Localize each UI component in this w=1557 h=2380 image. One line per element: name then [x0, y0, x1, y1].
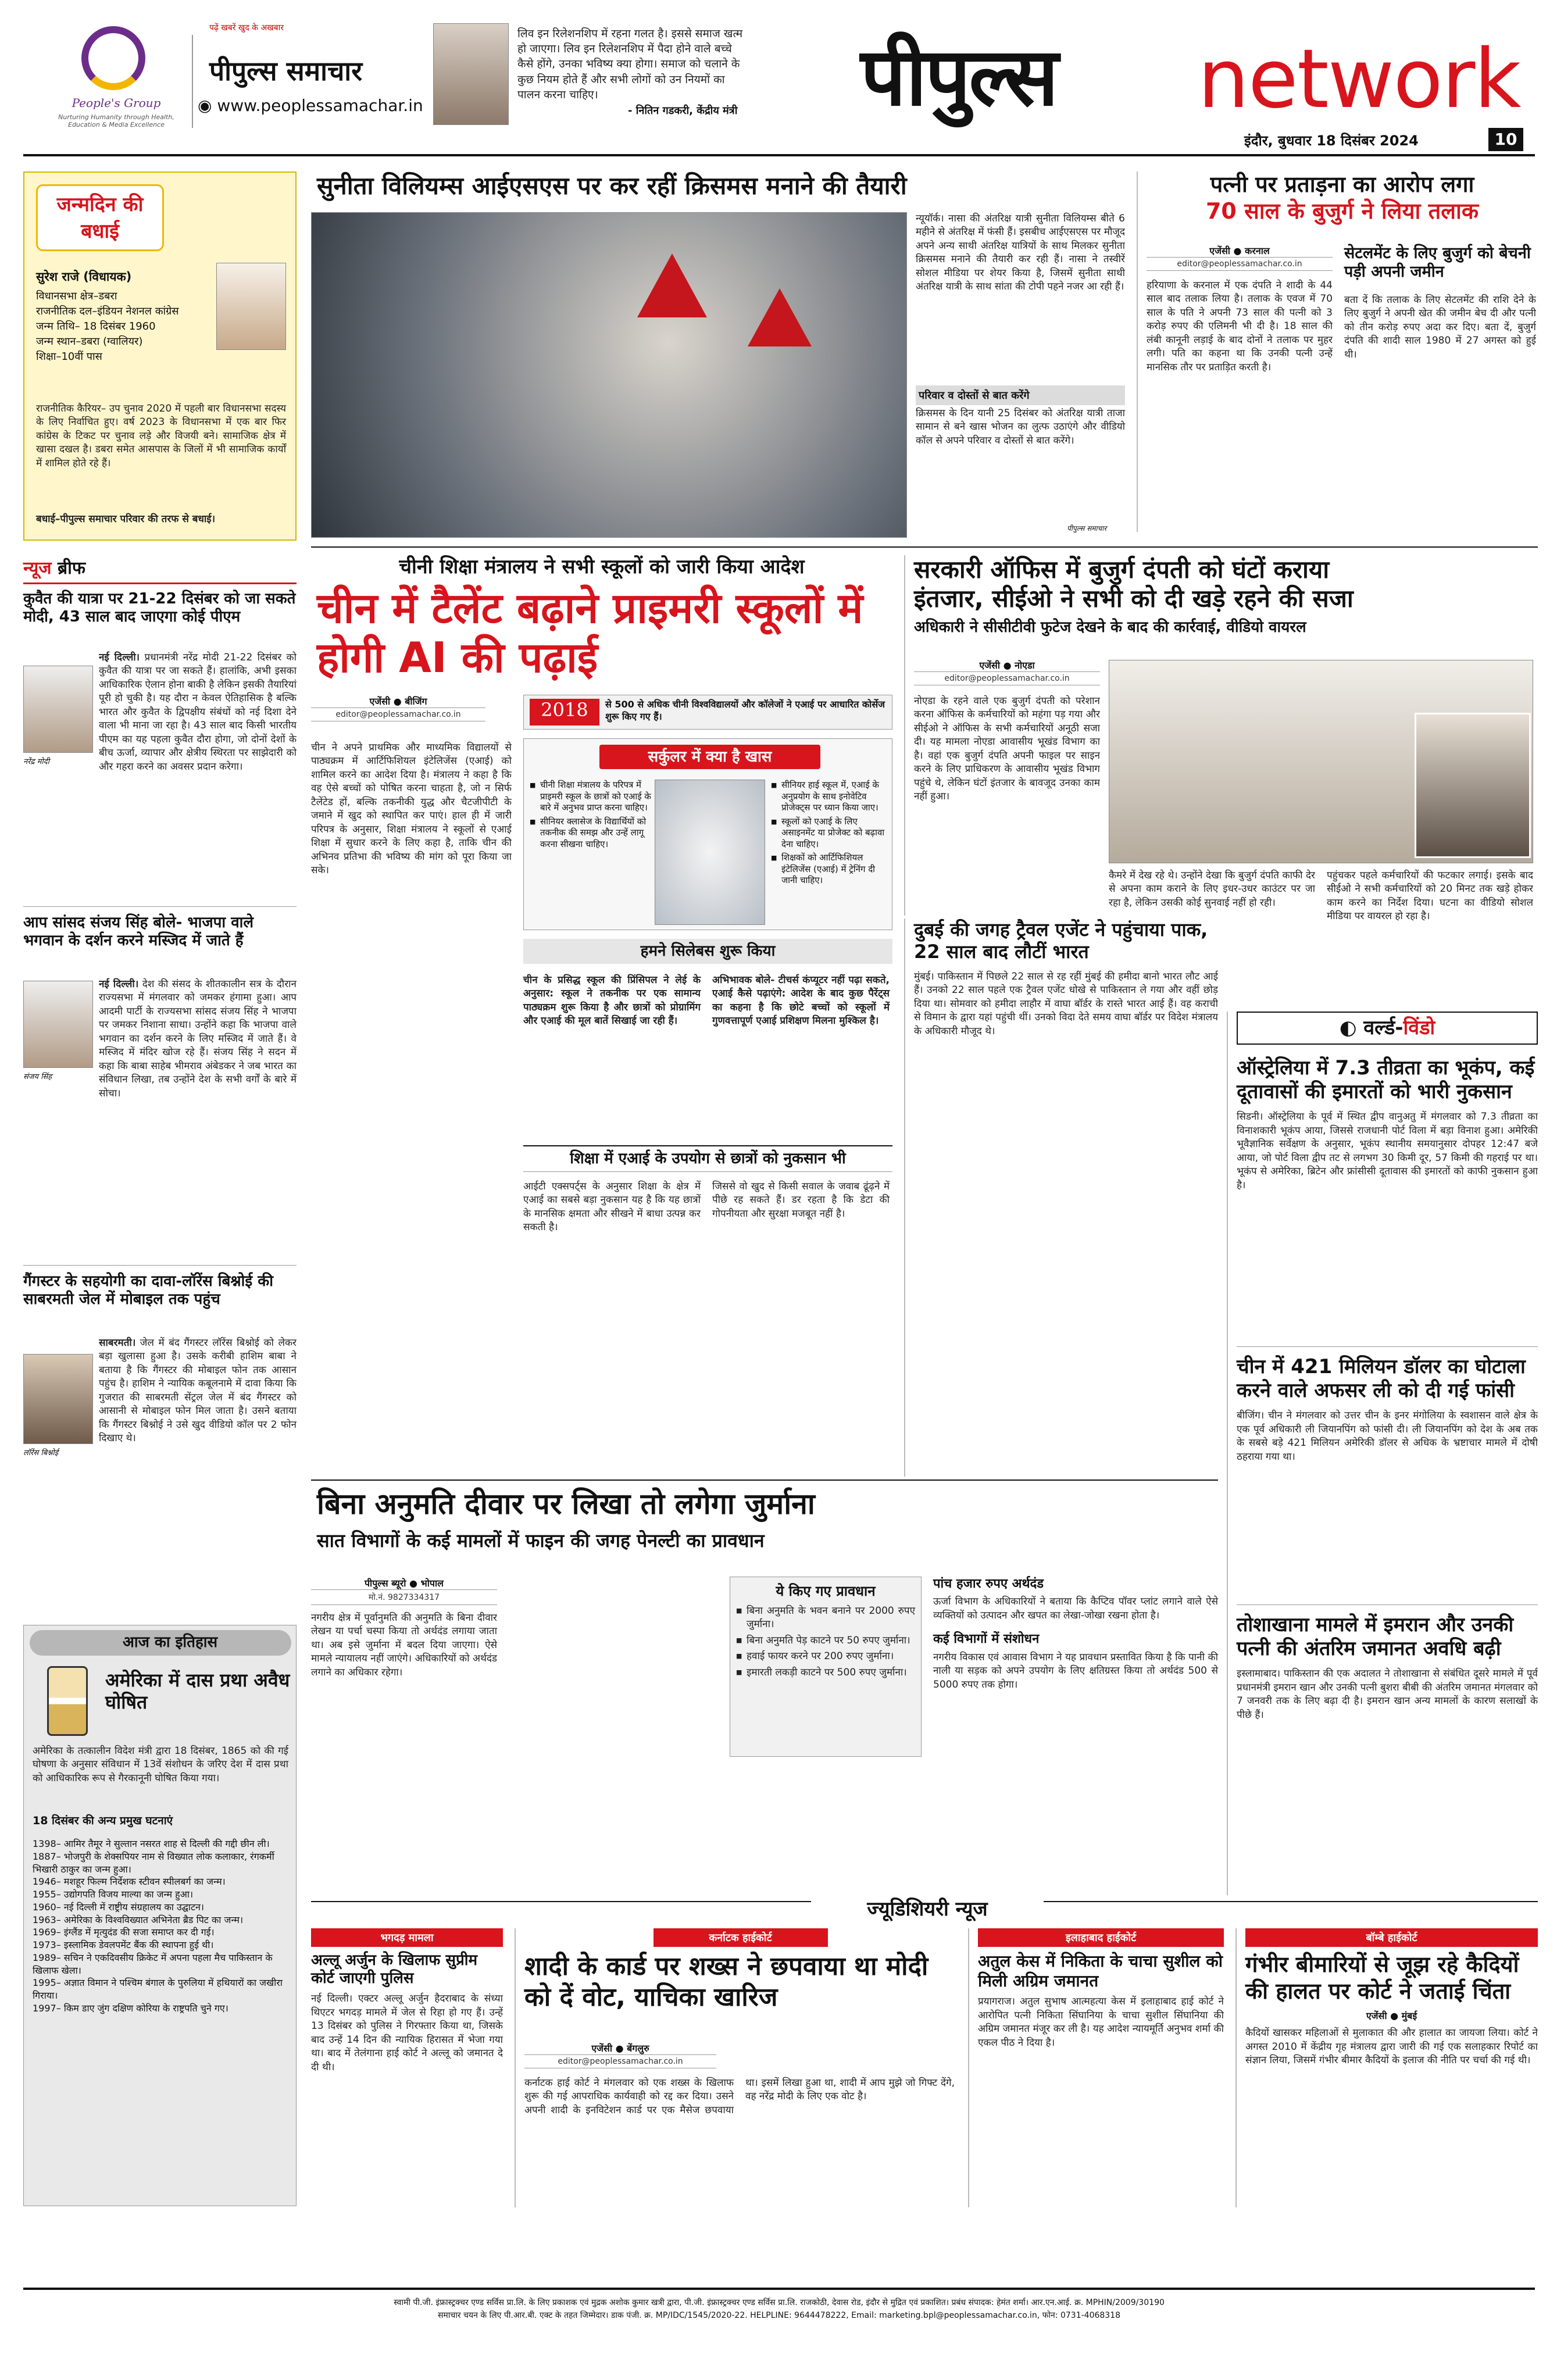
history-box [23, 1625, 297, 2206]
world-label [1237, 1012, 1538, 1045]
brief-body-text: जेल में बंद गैंगस्टर लॉरेंस बिश्नोई को लेकर बड़ा खुलासा हुआ है। उसके करीबी हाशिम बाबा ने बताया है कि गैंगस्टर की मोबाइल फोन तक आसान पहुंच है। हाशिम ने न्यायिक कबूलनामे में दावा किया कि गुजरात की साबरमती सेंट्रल जेल में बंद गैंगस्टर को आसानी से मोबाइल फोन मिल जाता है। उसने बताया कि गैंगस्टर बिश्नोई ने उसे खुद वीडियो कॉल पर 2 फोन दिखाए थे। [99, 1337, 297, 1445]
china-kicker: चीनी शिक्षा मंत्रालय ने सभी स्कूलों को जारी किया आदेश [399, 555, 805, 578]
birthday-wish: बधाई–पीपुल्स समाचार परिवार की तरफ से बधाई। [36, 513, 216, 525]
gadkari-photo [433, 23, 509, 125]
world-window [1227, 1012, 1538, 1895]
history-title: अमेरिका में दास प्रथा अवैध घोषित [105, 1669, 290, 1714]
circular-title: सर्कुलर में क्या है खास [599, 745, 820, 769]
ceo-inset-photo [1415, 713, 1531, 858]
brief-title: आप सांसद संजय सिंह बोले- भाजपा वाले भगवान के दर्शन करने मस्जिद में जाते हैं [23, 914, 254, 950]
section-rule [311, 546, 1538, 548]
brief-body [99, 1336, 297, 1610]
provision-item: ■ बिना अनुमति के भवन बनाने पर 2000 रुपए जुर्माना। [736, 1604, 915, 1632]
divorce-sub-body: बता दें कि तलाक के लिए सेटलमेंट की राशि देने के लिए बुजुर्ग ने अपनी खेत की जमीन बेच दी और पत्नी को तीन करोड़ रुपए अदा कर दिए। बता दें, बुजुर्ग दंपति की शादी साल 1980 में 27 अगस्त को हुई थी। [1344, 294, 1536, 360]
brief-place: साबरमती। [99, 1337, 136, 1349]
divorce-sub: सेटलमेंट के लिए बुजुर्ग को बेचनी पड़ी अपनी जमीन [1344, 244, 1531, 281]
space-credit: पीपुल्स समाचार [1067, 524, 1107, 533]
space-body: न्यूयॉर्क। नासा की अंतरिक्ष यात्री सुनीता विलियम्स बीते 6 महीने से अंतरिक्ष में फंसी हैं। इसबीच आईएसएस पर मौजूद अपने अन्य साथी अंतरिक्ष यात्रियों के साथ मिलकर सुनीता क्रिसमस मनाने की तैयारी कर रही हैं। नासा ने तस्वीरें सोशल मीडिया पर शेयर किया है, जिसमें सुनीता साथी अंतरिक्ष यात्री के साथ सांता की टोपी पहने नजर आ रही हैं। [916, 213, 1125, 293]
judiciary-body: प्रयागराज। अतुल सुभाष आत्महत्या केस में इलाहाबाद हाई कोर्ट ने आरोपित पत्नी निकिता सिंघानिया के चाचा सुशील सिंघानिया की अग्रिम जमानत मंजूर कर ली है। यह आदेश न्यायमूर्ति अनुभव शर्मा की एकल पीठ ने दिया है। [978, 1996, 1224, 2049]
space-story [311, 171, 1125, 538]
syllabus-right: अभिभावक बोले- टीचर्स कंप्यूटर नहीं पढ़ा सकते, एआई कैसे पढ़ाएंगे: आदेश के बाद कुछ पैरेंट्स का कहना है कि छोटे बच्चों को स्कूलों में गुणवत्तापूर्ण एआई प्रशिक्षण मिलना मुश्किल है। [712, 974, 890, 1027]
history-event: 1997– किम डाए जुंग दक्षिण कोरिया के राष्ट्रपति चुने गए। [33, 2002, 228, 2014]
globe-icon: ◐ [1339, 1016, 1364, 1039]
quote-author: - नितिन गडकरी, केंद्रीय मंत्री [628, 105, 738, 117]
byline-place: बीजिंग [405, 696, 427, 707]
birthday-photo [216, 263, 286, 350]
judiciary-title: अल्लू अर्जुन के खिलाफ सुप्रीम कोर्ट जाएगी पुलिस [311, 1952, 478, 1988]
world-item [1237, 1056, 1538, 1347]
quote-text: लिव इन रिलेशनशिप में रहना गलत है। इससे समाज खत्म हो जाएगा। लिव इन रिलेशनशिप में पैदा होने वाले बच्चे कैसे होंगे, उनका भविष्य क्या होगा। समाज को चलाने के कुछ नियम होते हैं और सभी लोगों को उन नियमों का पालन करना चाहिए। [517, 27, 743, 101]
dubai-story [904, 919, 1218, 1477]
byline-place: करनाल [1245, 245, 1270, 256]
history-label: आज का इतिहास [123, 1634, 218, 1651]
group-tagline: Nurturing Humanity through Health, Education & Media Excellence [58, 113, 174, 128]
byline-place: नोएडा [1015, 660, 1035, 671]
noida-story [904, 555, 1538, 923]
history-event: 1946– मशहूर फिल्म निर्देशक स्टीवन स्पीलबर्ग का जन्म। [33, 1876, 226, 1888]
brief-body-text: देश की संसद के शीतकालीन सत्र के दौरान राज्यसभा में मंगलवार को जमकर हंगामा हुआ। आप आदमी पार्टी के राज्यसभा सांसद संजय सिंह ने भाजपा पर जमकर निशाना साधा। उन्होंने कहा कि भाजपा वाले भगवान का दर्शन करने के लिए मस्जिद में जाते हैं। वे मस्जिद में मंदिर खोज रहे हैं। संजय सिंह ने सदन में कहा कि बाबा साहेब भीमराव अंबेडकर ने जब भारत का संविधान लिखा, तब उन्होंने देश के सभी वर्गों के बारे में सोचा। [99, 978, 297, 1099]
world-title: तोशाखाना मामले में इमरान और उनकी पत्नी की अंतरिम जमानत अवधि बढ़ी [1237, 1613, 1514, 1660]
world-body: बीजिंग। चीन ने मंगलवार को उत्तर चीन के इनर मंगोलिया के स्वशासन वाले क्षेत्र के एक पूर्व अधिकारी ली जियानपिंग को फांसी दी। ली जियानपिंग को देश के अब तक के सबसे बड़े 421 मिलियन अमेरिकी डॉलर से अधिक के भ्रष्टाचार मामले में दोषी ठहराया गया था। [1237, 1410, 1538, 1463]
circular-list-right [771, 780, 887, 889]
peoples-group-logo [81, 26, 145, 90]
divorce-body: हरियाणा के करनाल में एक दंपति ने शादी के 44 साल बाद तलाक लिया है। तलाक के एवज में 70 साल के पति ने अपनी 73 साल की पत्नी को 3 करोड़ रुपए की एलिमनी भी दी है। 18 साल की लंबी कानूनी लड़ाई के बाद दोनों ने तलाक पर मुहर लगी। पति का कहना था कि उनकी पत्नी उन्हें मानसिक तौर पर प्रताड़ित करती है। [1147, 280, 1333, 373]
space-headline: सुनीता विलियम्स आईएसएस पर कर रहीं क्रिसमस मनाने की तैयारी [317, 171, 907, 200]
history-event: 1973– इस्लामिक डेवलपमेंट बैंक की स्थापना हुई थी। [33, 1939, 214, 1950]
world-label-2: विंडो [1403, 1016, 1435, 1039]
santa-hat-icon [748, 288, 812, 346]
judiciary-body: नई दिल्ली। एक्टर अल्लू अर्जुन हैदराबाद के संध्या थिएटर भगदड़ मामले में जेल से रिहा हो गए हैं। उन्हें 13 दिसंबर को पुलिस ने गिरफ्तार किया था, जिसके बाद उन्हें 14 दिन की न्यायिक हिरासत में भेजा गया था। बाद में तेलंगाना हाई कोर्ट ने अल्लू को जमानत दे दी थी। [311, 1993, 503, 2073]
fact-year: 2018 [530, 699, 599, 726]
circular-item: ■ सीनियर क्लासेज के विद्यार्थियों को तकनीक की समझ और उन्हें लागू करना सीखना चाहिए। [530, 816, 652, 850]
provision-item: ■ हवाई फायर करने पर 200 रुपए जुर्माना। [736, 1650, 915, 1663]
history-body: अमेरिका के तत्कालीन विदेश मंत्री द्वारा 18 दिसंबर, 1865 को की गई घोषणा के अनुसार संविधान में 13वें संशोधन के जरिए देश में दास प्रथा को आधिकारिक रूप से गैरकानूनी घोषित किया गया। [33, 1745, 288, 1784]
judiciary-label: ज्यूडिशियरी न्यूज [811, 1897, 1044, 1921]
byline-email[interactable]: editor@peoplessamachar.co.in [311, 707, 485, 721]
judiciary-tag: कर्नाटक हाईकोर्ट [653, 1928, 828, 1947]
world-body: इस्लामाबाद। पाकिस्तान की एक अदालत ने तोशाखाना से संबंधित दूसरे मामले में पूर्व प्रधानमंत्री इमरान खान और उनकी पत्नी बुशरा बीबी की अंतरिम जमानत मंगलवार को 7 जनवरी तक के लिए बढ़ा दी है। इमरान खान अन्य मामलों के कारण सलाखों के पीछे हैं। [1237, 1668, 1538, 1721]
history-event: 1995– अज्ञात विमान ने पश्चिम बंगाल के पुरुलिया में हथियारों का जखीरा गिराया। [33, 1977, 283, 2001]
hourglass-icon [47, 1666, 88, 1736]
byline-email[interactable]: editor@peoplessamachar.co.in [1147, 257, 1333, 271]
byline-place: भोपाल [420, 1578, 444, 1589]
brief-rule [23, 583, 297, 584]
noida-kicker: अधिकारी ने सीसीटीवी फुटेज देखने के बाद की कार्रवाई, वीडियो वायरल [914, 618, 1306, 636]
fine-body: नगरीय क्षेत्र में पूर्वानुमति की अनुमति के बिना दीवार लेखन या पर्चा चस्पा किया तो अर्थदंड लगाया जाता था। अब इसे जुर्माना में बदल दिया जाएगा। ऐसे मामले न्यायालय नहीं जाएंगे। अधिकारियों को अर्थदंड लगाने का अधिकार रहेगा। [311, 1612, 497, 1678]
divorce-headline-1: पत्नी पर प्रताड़ना का आरोप लगा [1210, 171, 1474, 197]
brief-body-text: प्रधानमंत्री नरेंद्र मोदी 21-22 दिसंबर को कुवैत की यात्रा पर जा सकते हैं। हालांकि, अभी इसका आधिकारिक ऐलान होना बाकी है लेकिन इसकी तैयारियां पूरी हो चुकी है। यह दौरा न केवल ऐतिहासिक है बल्कि भारत और कुवैत के द्विपक्षीय संबंधों को नई दिशा देने वाला भी माना जा रहा है। 43 साल बाद किसी भारतीय पीएम का यह पहला कुवैत दौरा होगा, जो दोनों देशों के बीच ऊर्जा, व्यापार और क्षेत्रीय स्थिरता पर साझेदारी को और गहरा करने का अवसर प्रदान करेगा। [99, 652, 297, 773]
birthday-name: सुरेश राजे (विधायक) [36, 270, 132, 284]
byline-phone: मो.नं. 9827334317 [311, 1589, 497, 1605]
judiciary-tag: बॉम्बे हाईकोर्ट [1245, 1928, 1538, 1947]
circular-item: ■ स्कूलों को एआई के लिए असाइनमेंट या प्रोजेक्ट को बढ़ावा देना चाहिए। [771, 816, 887, 850]
judiciary-tag: इलाहाबाद हाईकोर्ट [978, 1928, 1224, 1947]
fact-text: से 500 से अधिक चीनी विश्वविद्यालयों और कॉलेजों ने एआई पर आधारित कोर्सेज शुरू किए गए हैं। [605, 699, 885, 722]
syllabus-box [523, 939, 892, 1137]
brief-label [23, 558, 297, 579]
china-byline: एजेंसी ● बीजिंग editor@peoplessamachar.co.in [311, 695, 485, 721]
byline-agency: एजेंसी [1209, 245, 1230, 256]
world-item [1237, 1613, 1538, 1881]
footer-contact: समाचार चयन के लिए पी.आर.बी. एक्ट के तहत जिम्मेदार। डाक पंजी. क्र. MP/IDC/1545/2020-22. HELPLINE: 9644478222, Email: marketing.bpl@peoplessamachar.co.in, फोन: 0731-4068318 [437, 2311, 1121, 2321]
byline-agency: एजेंसी [1366, 2010, 1387, 2022]
byline-agency: एजेंसी [591, 2043, 612, 2054]
masthead-rule [23, 154, 1535, 156]
group-name: People's Group [72, 96, 161, 110]
provision-item: ■ बिना अनुमति पेड़ काटने पर 50 रुपए जुर्माना। [736, 1634, 915, 1648]
syllabus-title: हमने सिलेबस शुरू किया [523, 939, 892, 964]
provisions-title: ये किए गए प्रावधान [776, 1583, 876, 1599]
noida-headline-1: सरकारी ऑफिस में बुजुर्ग दंपती को घंटों कराया [914, 555, 1330, 584]
brief-label-2: ब्रीफ [57, 558, 85, 578]
space-sub: परिवार व दोस्तों से बात करेंगे [916, 385, 1125, 405]
birthday-line: जन्म तिथि– 18 दिसंबर 1960 [36, 320, 156, 333]
birthday-details [36, 289, 210, 364]
noida-body-3: पहुंचकर पहले कर्मचारियों की फटकार लगाई। इसके बाद सीईओ ने सभी कर्मचारियों को 20 मिनट तक खड़े होकर काम करने का निर्देश दिया। घटना का वीडियो सोशल मीडिया पर वायरल हो रहा है। [1327, 870, 1533, 923]
china-headline: चीन में टैलेंट बढ़ाने प्राइमरी स्कूलों में होगी AI की पढ़ाई [317, 583, 863, 682]
judiciary-byline: एजेंसी ● मुंबई [1366, 2010, 1417, 2022]
judiciary-section [311, 1897, 1538, 2209]
brief-caption: लॉरेंस बिश्नोई [23, 1449, 59, 1457]
harm-title: शिक्षा में एआई के उपयोग से छात्रों को नुकसान भी [523, 1145, 892, 1172]
world-item [1237, 1355, 1538, 1605]
fine-headline: बिना अनुमति दीवार पर लिखा तो लगेगा जुर्माना [317, 1487, 815, 1521]
footer-imprint: स्वामी पी.जी. इंफ्रास्ट्रक्चर एण्ड सर्विस प्रा.लि. के लिए प्रकाशक एवं मुद्रक अशोक कुमार खत्री द्वारा, पी.जी. इंफ्रास्ट्रक्चर एण्ड सर्विस प्रा.लि. राजकोठी, देवास रोड, इंदौर से मुद्रित एवं प्रकाशित। प्रबंध संपादक: हेमंत शर्मा। आर.एन.आई. क्र. MPHIN/2009/30190 [394, 2298, 1165, 2307]
judiciary-title: शादी के कार्ड पर शख्स ने छपवाया था मोदी को दें वोट, याचिका खारिज [524, 1952, 929, 2012]
judiciary-title: अतुल केस में निकिता के चाचा सुशील को मिली अग्रिम जमानत [978, 1952, 1223, 1991]
brief-label-1: न्यूज [23, 558, 52, 578]
noida-headline-2: इंतजार, सीईओ ने सभी को दी खड़े रहने की सजा [914, 584, 1354, 613]
brand-peoples: पीपुल्स [860, 30, 1057, 124]
history-event: 1963– अमेरिका के विश्वविख्यात अभिनेता ब्रैड पिट का जन्म। [33, 1914, 244, 1925]
brief-photo [23, 981, 93, 1068]
judiciary-item [515, 1928, 956, 2207]
birthday-title [36, 184, 164, 251]
brief-item [23, 914, 297, 1266]
dubai-body: मुंबई। पाकिस्तान में पिछले 22 साल से रह रहीं मुंबई की हमीदा बानो भारत लौट आई हैं। उनको 22 साल पहले एक ट्रैवल एजेंट धोखे से पाकिस्तान ले गया और वहीं छोड़ दिया था। सोमवार को हमीदा लाहौर में वाघा बॉर्डर के रास्ते भारत आई हैं। वह कराची से विमान के द्वारा यहां पहुंची थीं। उनको विदा देते समय वाघा बॉर्डर पर विदेश मंत्रालय के अधिकारी मौजूद थे। [914, 970, 1218, 1037]
china-fact-box [523, 695, 892, 730]
world-title: चीन में 421 मिलियन डॉलर का घोटाला करने वाले अफसर ली को दी गई फांसी [1237, 1355, 1526, 1402]
brief-caption: नरेंद्र मोदी [23, 757, 49, 766]
history-sub: 18 दिसंबर की अन्य प्रमुख घटनाएं [33, 1814, 173, 1827]
masthead [0, 0, 1557, 157]
birthday-box [23, 171, 297, 541]
santa-hat-icon [637, 253, 707, 317]
brief-place: नई दिल्ली। [99, 978, 139, 990]
dateline: इंदौर, बुधवार 18 दिसंबर 2024 [1244, 133, 1419, 149]
harm-left: आईटी एक्सपर्ट्स के अनुसार शिक्षा के क्षेत्र में एआई का सबसे बड़ा नुकसान यह है कि यह छात्रों के मानसिक क्षमता और सीखने में बाधा उत्पन्न कर सकती है। [523, 1181, 701, 1234]
circular-item: ■ शिक्षकों को आर्टिफिशियल इंटेलिजेंस (एआई) में ट्रेनिंग दी जानी चाहिए। [771, 852, 887, 887]
judiciary-byline: एजेंसी ● बेंगलुरु editor@peoplessamachar.co.in [524, 2042, 716, 2068]
paper-url-text: www.peoplessamachar.in [217, 96, 423, 115]
byline-email[interactable]: editor@peoplessamachar.co.in [914, 671, 1100, 685]
judiciary-title: गंभीर बीमारियों से जूझ रहे कैदियों की हालत पर कोर्ट ने जताई चिंता [1245, 1952, 1519, 2004]
world-title: ऑस्ट्रेलिया में 7.3 तीव्रता का भूकंप, कई दूतावासों की इमारतों को भारी नुकसान [1237, 1056, 1535, 1103]
divorce-story [1137, 171, 1538, 532]
birthday-line: शिक्षा–10वीं पास [36, 351, 102, 363]
byline-agency: पीपुल्स ब्यूरो [364, 1578, 406, 1589]
globe-icon: ◉ [198, 96, 217, 115]
syllabus-left: चीन के प्रसिद्ध स्कूल की प्रिंसिपल ने लेई के अनुसार: स्कूल ने तकनीक पर एक सामान्य पाठ्यक्रम शुरू किया है और छात्रों को प्रोग्रामिंग और एआई की मूल बातें सिखाई जा रही हैं। [523, 974, 701, 1027]
brief-title: कुवैत की यात्रा पर 21-22 दिसंबर को जा सकते मोदी, 43 साल बाद जाएगा कोई पीएम [23, 590, 296, 626]
noida-byline: एजेंसी ● नोएडा editor@peoplessamachar.co.in [914, 659, 1100, 685]
birthday-line: जन्म स्थान–डबरा (ग्वालियर) [36, 335, 143, 348]
birthday-title-text: जन्मदिन की बधाई [56, 193, 144, 243]
paper-url[interactable] [198, 96, 423, 115]
history-event: 1398– आमिर तैमूर ने सुल्तान नसरत शाह से दिल्ली की गद्दी छीन ली। [33, 1838, 270, 1849]
office-photo [1109, 660, 1533, 863]
provision-item: ■ इमारती लकड़ी काटने पर 500 रुपए जुर्माना। [736, 1666, 915, 1679]
china-ai-story [311, 555, 892, 1485]
dubai-headline: दुबई की जगह ट्रैवल एजेंट ने पहुंचाया पाक, 22 साल बाद लौटीं भारत [914, 919, 1208, 963]
fine-kicker: सात विभागों के कई मामलों में फाइन की जगह पेनल्टी का प्रावधान [317, 1530, 765, 1552]
fine-side-body: ऊर्जा विभाग के अधिकारियों ने बताया कि कैप्टिव पॉवर प्लांट लगाने वाले ऐसे व्यक्तियों को उत्पादन और खपत का लेखा-जोखा रखना होता है। [933, 1596, 1218, 1621]
brand-network: network [1198, 32, 1520, 127]
judiciary-item [968, 1928, 1224, 2207]
byline-place: मुंबई [1401, 2010, 1417, 2022]
space-photo [311, 212, 907, 538]
provisions-list [736, 1604, 915, 1679]
brief-item [23, 590, 297, 907]
paper-name: पीपुल्स समाचार [209, 55, 363, 87]
judiciary-item [1235, 1928, 1538, 2207]
fine-side-sub-body: नगरीय विकास एवं आवास विभाग ने यह प्रावधान प्रस्तावित किया है कि पानी की नाली या सड़क को अपने उपयोग के लिए क्षतिग्रस्त किया तो अर्थदंड 500 से 5000 रुपए तक होगा। [933, 1651, 1218, 1691]
judiciary-tag: भगदड़ मामला [311, 1928, 503, 1947]
byline-place: बेंगलुरु [627, 2043, 649, 2054]
brief-photo [23, 666, 93, 753]
birthday-career: राजनीतिक कैरियर– उप चुनाव 2020 में पहली बार विधानसभा सदस्य के लिए निर्वाचित हुए। वर्ष 2023 के विधानसभा में एक बार फिर कांग्रेस के टिकट पर चुनाव लड़े और विजयी बने। सामाजिक क्षेत्र में खासा दखल है। डबरा समेत आसपास के जिलों में भी सामाजिक कार्यों में शामिल होते रहे हैं। [36, 403, 286, 469]
brief-body [99, 651, 297, 895]
brief-body [99, 978, 297, 1254]
byline-agency: एजेंसी [979, 660, 1000, 671]
divorce-headline-2: 70 साल के बुजुर्ग ने लिया तलाक [1205, 198, 1479, 224]
judiciary-body: कैदियों खासकर महिलाओं से मुलाकात की और हालात का जायजा लिया। कोर्ट ने अगस्त 2010 में केंद्रीय गृह मंत्रालय द्वारा जारी की गई एक सलाहकार रिपोर्ट का संज्ञान लिया, जिसमें गंभीर बीमार कैदियों के इलाज की नीति पर चर्चा की गई थी। [1245, 2027, 1538, 2067]
harm-box [523, 1145, 892, 1296]
history-event: 1887– भोजपुरी के शेक्सपियर नाम से विख्यात लोक कलाकार, रंगकर्मी भिखारी ठाकुर का जन्म हुआ। [33, 1850, 274, 1875]
history-event: 1955– उद्योगपति विजय माल्या का जन्म हुआ। [33, 1889, 194, 1900]
fine-side-title: पांच हजार रुपए अर्थदंड [933, 1577, 1044, 1591]
brief-item [23, 1273, 297, 1645]
judiciary-body: कर्नाटक हाई कोर्ट ने मंगलवार को एक शख्स के खिलाफ शुरू की गई आपराधिक कार्यवाही को रद्द कर दिया। उसने अपनी शादी के इनविटेशन कार्ड पर एक मैसेज छपवाया था। इसमें लिखा हुआ था, शादी में आप मुझे जो गिफ्ट देंगे, वह नरेंद्र मोदी के लिए एक वोट है। [524, 2077, 955, 2116]
paper-tag: पढ़ें खबरें खुद के अखबार [209, 23, 284, 33]
brief-photo [23, 1354, 93, 1444]
history-event: 1969– इंग्लैंड में मृत्युदंड की सजा समाप्त कर दी गई। [33, 1927, 215, 1938]
circular-item: ■ चीनी शिक्षा मंत्रालय के परिपत्र में प्राइमरी स्कूल के छात्रों को एआई के बारे में अनुभव प्राप्त करना चाहिए। [530, 780, 652, 814]
page-number: 10 [1488, 128, 1523, 151]
space-sub-body: क्रिसमस के दिन यानी 25 दिसंबर को अंतरिक्ष यात्री ताजा सामान से बने खास भोजन का लुत्फ उठाएंगे और वीडियो कॉल से अपने परिवार व दोस्तों से बात करेंगे। [916, 408, 1125, 446]
noida-body: नोएडा के रहने वाले एक बुजुर्ग दंपती को परेशान करना ऑफिस के कर्मचारियों को महंगा पड़ गया और सीईओ ने ऑफिस के सभी कर्मचारियों अनूठी सजा दी। यह मामला नोएडा आवासीय भूखंड विभाग का है। वहां एक बुजुर्ग दंपति अपनी फाइल पर साइन करने के लिए प्राधिकरण के आवासीय भूखंड विभाग पहुंचे थे, लेकिन घंटों इंतजार के बावजूद उनका काम नहीं हुआ। [914, 695, 1100, 803]
circular-list-left [530, 780, 652, 852]
footer [58, 2296, 1500, 2322]
news-brief [23, 558, 297, 1651]
harm-right: जिससे वो खुद से किसी सवाल के जवाब ढूंढ़ने में पीछे रह सकते हैं। डर रहता है कि डेटा की गोपनीयता और सुरक्षा मजबूत नहीं है। [712, 1181, 890, 1220]
noida-body-2: कैमरे में देख रहे थे। उन्होंने देखा कि बुजुर्ग दंपति काफी देर से अपना काम कराने के लिए इधर-उधर काउंटर पर जा रहा है, लेकिन उसकी कोई सुनवाई नहीं हो रही। [1109, 870, 1315, 909]
fine-side-sub: कई विभागों में संशोधन [933, 1632, 1040, 1647]
provisions-box [730, 1577, 922, 1757]
students-photo [655, 780, 765, 925]
history-event: 1960– नई दिल्ली में राष्ट्रीय संग्रहालय का उद्घाटन। [33, 1901, 204, 1913]
fine-side [933, 1577, 1218, 1692]
china-body: चीन ने अपने प्राथमिक और माध्यमिक विद्यालयों से पाठ्यक्रम में आर्टिफिशियल इंटेलिजेंस (एआई) को शामिल करने का आदेश दिया है। मंत्रालय ने कहा है कि वह ऐसे बच्चों को पोषित करना चाहता है, जो न सिर्फ टैलेंटेड हों, बल्कि तकनीकी युद्ध और चैटजीपीटी के जमाने में खुद को स्थापित कर पाएं। हाल ही में जारी परिपत्र के अनुसार, शिक्षा मंत्रालय ने स्कूलों से एआई शिक्षा में सुधार करने के लिए कहा है, ताकि चीन की अभिनव प्रतिभा की भविष्य की मांग को पूरा किया जा सके। [311, 742, 512, 877]
circular-item: ■ सीनियर हाई स्कूल में, एआई के अनुप्रयोग के साथ इनोवेटिव प्रोजेक्ट्स पर ध्यान किया जाए। [771, 780, 887, 814]
brief-place: नई दिल्ली। [99, 652, 140, 663]
fine-byline: पीपुल्स ब्यूरो ● भोपाल मो.नं. 9827334317 [311, 1577, 497, 1605]
circular-box [523, 738, 892, 930]
brief-title: गैंगस्टर के सहयोगी का दावा-लॉरेंस बिश्नोई की साबरमती जेल में मोबाइल तक पहुंच [23, 1273, 273, 1309]
byline-agency: एजेंसी [369, 696, 391, 707]
birthday-line: राजनीतिक दल–इंडियन नेशनल कांग्रेस [36, 305, 179, 318]
world-body: सिडनी। ऑस्ट्रेलिया के पूर्व में स्थित द्वीप वानुअतु में मंगलवार को 7.3 तीव्रता का विनाशकारी भूकंप आया, जिससे राजधानी पोर्ट विला में बड़ा विनाश हुआ। अमेरिकी भूवैज्ञानिक सर्वेक्षण के अनुसार, भूकंप स्थानीय समयानुसार दोपहर 12:47 बजे आया, जो पोर्ट विला द्वीप तट से लगभग 30 किमी दूर, 57 किमी की गहराई पर था। भूकंप से अमेरिका, ब्रिटेन और फ्रांसीसी दूतावास की इमारतों को काफी नुकसान हुआ है। [1237, 1111, 1538, 1191]
divorce-byline: एजेंसी ● करनाल editor@peoplessamachar.co.in [1147, 244, 1333, 271]
footer-rule [23, 2288, 1535, 2290]
byline-email[interactable]: editor@peoplessamachar.co.in [524, 2054, 716, 2068]
history-event: 1989– सचिन ने एकदिवसीय क्रिकेट में अपना पहला मैच पाकिस्तान के खिलाफ खेला। [33, 1952, 273, 1976]
birthday-line: विधानसभा क्षेत्र–डबरा [36, 290, 117, 302]
fine-story [311, 1480, 1218, 1898]
judiciary-item [311, 1928, 503, 2207]
brief-caption: संजय सिंह [23, 1073, 52, 1081]
world-label-1: वर्ल्ड- [1363, 1016, 1404, 1039]
divider [192, 35, 193, 128]
history-events [33, 1838, 288, 2015]
